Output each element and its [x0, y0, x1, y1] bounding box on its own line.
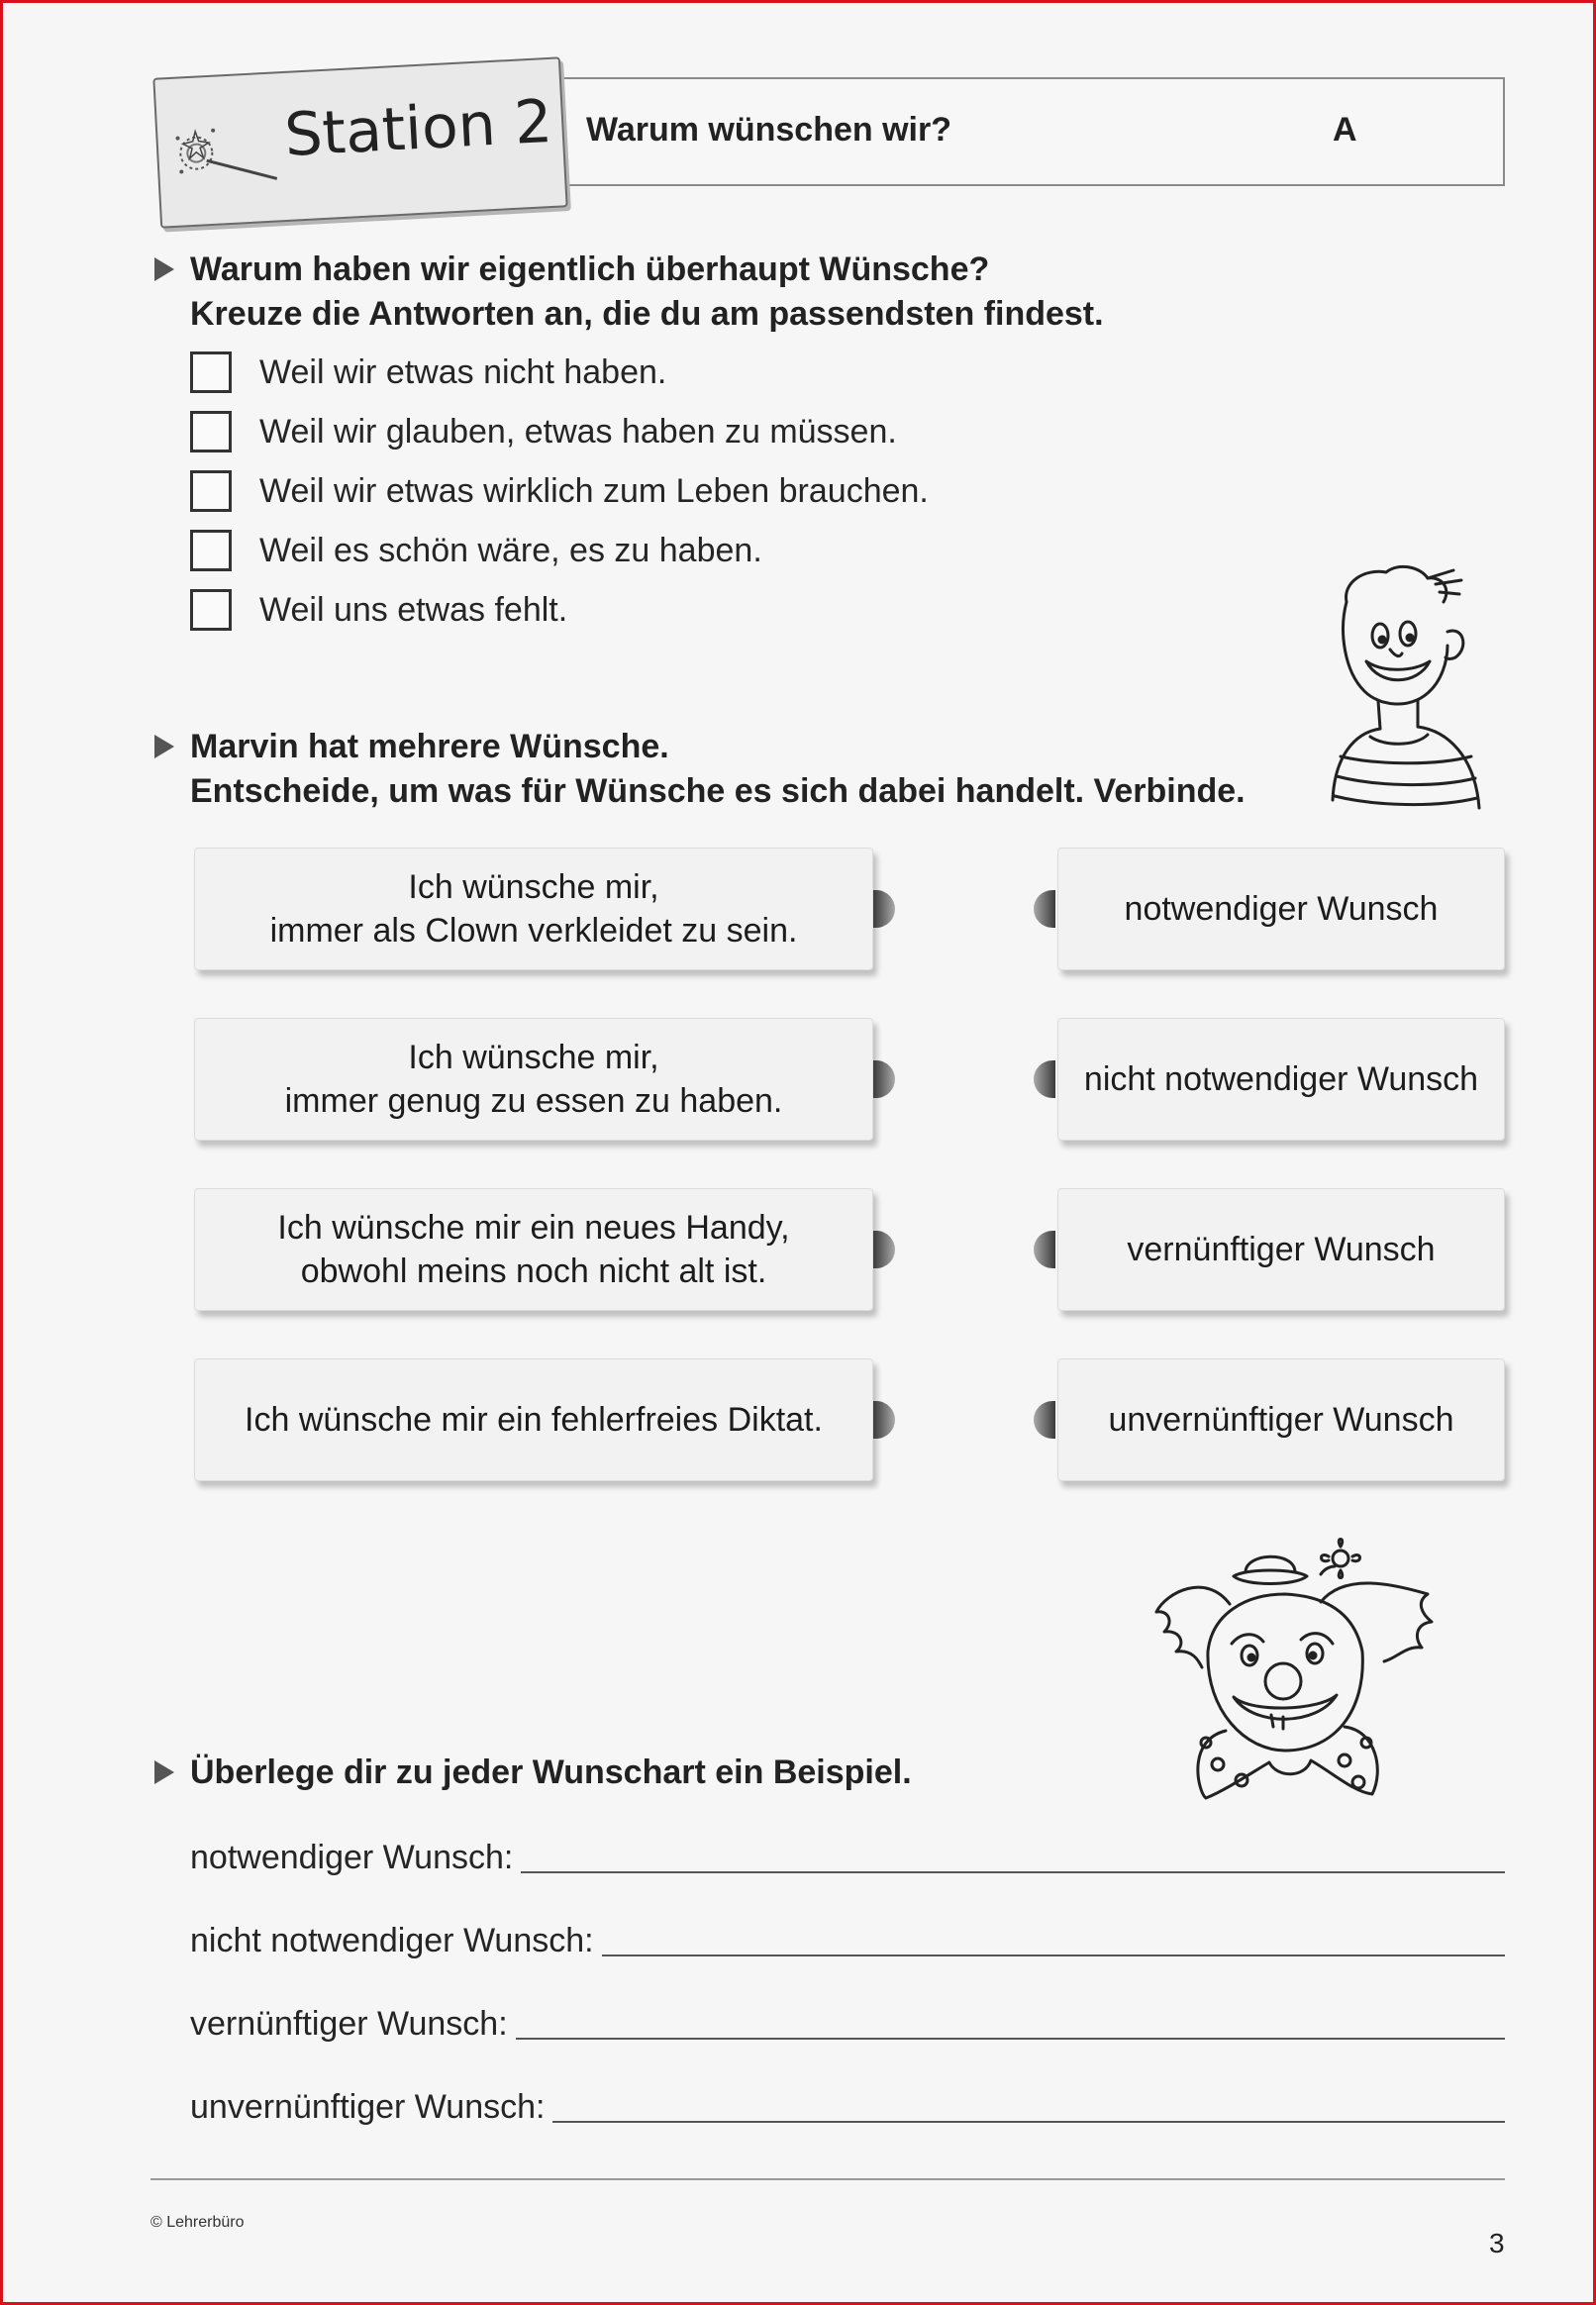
- triangle-bullet-icon: [154, 257, 174, 281]
- station-tag: [152, 56, 567, 228]
- answer-option-label: Weil wir etwas nicht haben.: [259, 352, 667, 391]
- checkbox[interactable]: [190, 411, 232, 452]
- connector-dot[interactable]: [873, 1231, 895, 1268]
- wish-card[interactable]: [194, 1188, 873, 1311]
- answer-option-label: Weil wir glauben, etwas haben zu müssen.: [259, 412, 897, 451]
- copyright-notice: © Lehrerbüro: [150, 2214, 245, 2231]
- answer-line[interactable]: [190, 1996, 1505, 2044]
- boy-illustration: [1325, 562, 1483, 822]
- triangle-bullet-icon: [154, 735, 174, 758]
- answer-line-label: vernünftiger Wunsch:: [190, 2005, 508, 2043]
- wish-card[interactable]: [194, 1358, 873, 1481]
- answer-line[interactable]: [190, 1913, 1505, 1960]
- checkbox[interactable]: [190, 530, 232, 571]
- wish-card-line: Ich wünsche mir,: [408, 1039, 659, 1076]
- answer-option[interactable]: [190, 408, 897, 455]
- connector-dot[interactable]: [1034, 1231, 1055, 1268]
- wish-card-line: immer als Clown verkleidet zu sein.: [269, 912, 798, 950]
- category-label: nicht notwendiger Wunsch: [1083, 1060, 1479, 1098]
- category-label: notwendiger Wunsch: [1124, 890, 1439, 928]
- checkbox[interactable]: [190, 589, 232, 631]
- page-number: 3: [1489, 2228, 1505, 2258]
- writing-rule[interactable]: [602, 1954, 1505, 1956]
- wish-card[interactable]: [194, 848, 873, 970]
- wish-card-line: immer genug zu essen zu haben.: [284, 1082, 783, 1120]
- connector-dot[interactable]: [1034, 1401, 1055, 1439]
- level-label: A: [1333, 111, 1357, 149]
- clown-illustration: [1147, 1533, 1434, 1810]
- connector-dot[interactable]: [873, 1401, 895, 1439]
- connector-dot[interactable]: [873, 890, 895, 928]
- answer-option-label: Weil wir etwas wirklich zum Leben brauchen.: [259, 471, 929, 510]
- answer-option[interactable]: [190, 349, 666, 396]
- task3-directive: Überlege dir zu jeder Wunschart ein Beispiel.: [190, 1754, 912, 1791]
- task1-directive: Kreuze die Antworten an, die du am passendsten findest.: [190, 295, 1104, 333]
- answer-line-label: notwendiger Wunsch:: [190, 1839, 514, 1876]
- connector-dot[interactable]: [1034, 1060, 1055, 1098]
- wish-card-line: Ich wünsche mir ein neues Handy,: [277, 1209, 790, 1247]
- answer-line[interactable]: [190, 2079, 1505, 2127]
- answer-option-label: Weil uns etwas fehlt.: [259, 590, 568, 629]
- writing-rule[interactable]: [521, 1871, 1505, 1873]
- answer-option-label: Weil es schön wäre, es zu haben.: [259, 531, 762, 569]
- answer-line[interactable]: [190, 1830, 1505, 1877]
- page-title: Warum wünschen wir?: [586, 111, 952, 149]
- category-card[interactable]: [1057, 1188, 1505, 1311]
- answer-option[interactable]: [190, 467, 929, 515]
- category-label: unvernünftiger Wunsch: [1108, 1401, 1454, 1439]
- answer-line-label: nicht notwendiger Wunsch:: [190, 1922, 594, 1959]
- category-card[interactable]: [1057, 848, 1505, 970]
- answer-line-label: unvernünftiger Wunsch:: [190, 2088, 546, 2126]
- wish-card-line: Ich wünsche mir,: [408, 868, 659, 906]
- wish-card-line: Ich wünsche mir ein fehlerfreies Diktat.: [245, 1401, 823, 1439]
- footer-divider: [150, 2178, 1505, 2180]
- writing-rule[interactable]: [552, 2121, 1505, 2123]
- triangle-bullet-icon: [154, 1760, 174, 1784]
- checkbox[interactable]: [190, 351, 232, 393]
- writing-rule[interactable]: [516, 2038, 1505, 2040]
- category-card[interactable]: [1057, 1358, 1505, 1481]
- connector-dot[interactable]: [1034, 890, 1055, 928]
- answer-option[interactable]: [190, 527, 762, 574]
- category-card[interactable]: [1057, 1018, 1505, 1141]
- wish-card[interactable]: [194, 1018, 873, 1141]
- answer-option[interactable]: [190, 586, 567, 634]
- connector-dot[interactable]: [873, 1060, 895, 1098]
- task2-directive: Entscheide, um was für Wünsche es sich dabei handelt. Verbinde.: [190, 772, 1246, 810]
- task2-intro: Marvin hat mehrere Wünsche.: [190, 728, 669, 765]
- magic-wand-icon: [168, 113, 281, 188]
- station-label: Station 2: [282, 86, 554, 170]
- wish-card-line: obwohl meins noch nicht alt ist.: [300, 1253, 767, 1290]
- category-label: vernünftiger Wunsch: [1127, 1231, 1436, 1268]
- task1-question: Warum haben wir eigentlich überhaupt Wünsche?: [190, 251, 990, 288]
- checkbox[interactable]: [190, 470, 232, 512]
